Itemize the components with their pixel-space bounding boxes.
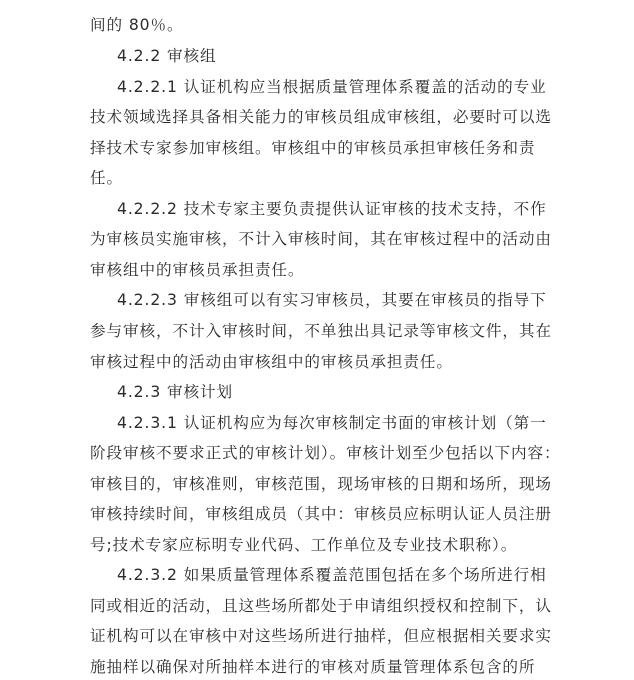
text-line: 4.2.3.1 认证机构应为每次审核制定书面的审核计划（第一 [117, 414, 547, 432]
text-line: 4.2.2.3 审核组可以有实习审核员，其要在审核员的指导下 [117, 291, 547, 309]
text-line: 4.2.2.1 认证机构应当根据质量管理体系覆盖的活动的专业 [117, 78, 547, 96]
text-line: 证机构可以在审核中对这些场所进行抽样，但应根据相关要求实 [90, 627, 552, 645]
text-line: 审核过程中的活动由审核组中的审核员承担责任。 [90, 353, 453, 371]
text-line: 审核目的，审核准则，审核范围，现场审核的日期和场所，现场 [90, 475, 552, 493]
text-line: 间的 80％。 [90, 16, 184, 34]
section-heading: 4.2.2 审核组 [117, 47, 217, 65]
text-line: 参与审核，不计入审核时间，不单独出具记录等审核文件，其在 [90, 322, 552, 340]
text-line: 审核组中的审核员承担责任。 [90, 261, 305, 279]
text-line: 阶段审核不要求正式的审核计划）。审核计划至少包括以下内容： [90, 444, 561, 462]
text-line: 任。 [90, 169, 123, 187]
text-line: 同或相近的活动，且这些场所都处于申请组织授权和控制下，认 [90, 597, 552, 615]
text-line: 4.2.2.2 技术专家主要负责提供认证审核的技术支持，不作 [117, 200, 547, 218]
text-line: 4.2.3.2 如果质量管理体系覆盖范围包括在多个场所进行相 [117, 566, 547, 584]
text-line: 号;技术专家应标明专业代码、工作单位及专业技术职称）。 [90, 536, 518, 554]
text-line: 择技术专家参加审核组。审核组中的审核员承担审核任务和责 [90, 139, 536, 157]
text-line: 审核持续时间，审核组成员（其中：审核员应标明认证人员注册 [90, 505, 552, 523]
text-line: 技术领域选择具备相关能力的审核员组成审核组，必要时可以选 [90, 108, 552, 126]
text-line: 施抽样以确保对所抽样本进行的审核对质量管理体系包含的所 [90, 658, 536, 676]
text-line: 为审核员实施审核，不计入审核时间，其在审核过程中的活动由 [90, 230, 552, 248]
section-heading: 4.2.3 审核计划 [117, 383, 234, 401]
